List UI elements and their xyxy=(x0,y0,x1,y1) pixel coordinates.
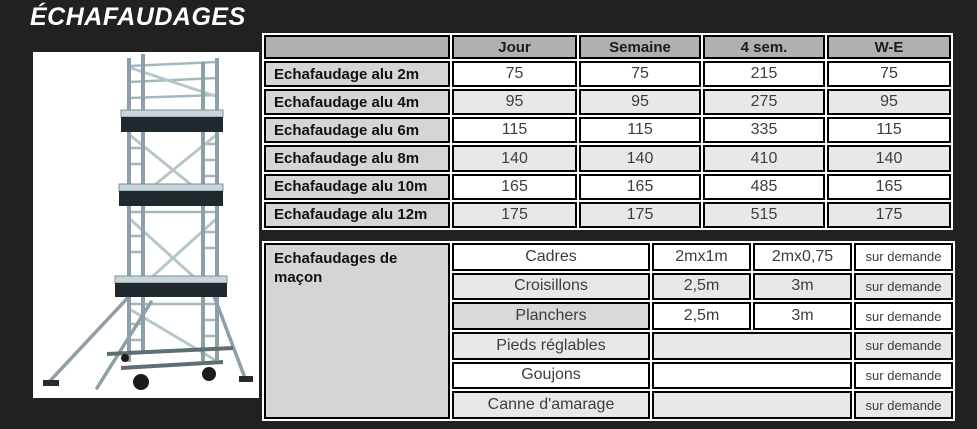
note-cell: sur demande xyxy=(854,391,953,419)
price-cell: 140 xyxy=(452,145,577,171)
row-label: Echafaudage alu 10m xyxy=(264,174,450,200)
price-cell: 95 xyxy=(579,89,701,115)
price-cell: 75 xyxy=(827,61,951,87)
table-row xyxy=(264,117,951,143)
price-cell: 215 xyxy=(703,61,825,87)
size-cell: 2mx0,75 xyxy=(753,243,852,271)
price-cell: 335 xyxy=(703,117,825,143)
row-label: Echafaudage alu 6m xyxy=(264,117,450,143)
size-cell: 2,5m xyxy=(652,273,751,301)
table-row xyxy=(264,61,951,87)
price-cell: 175 xyxy=(579,202,701,228)
row-label: Echafaudage alu 2m xyxy=(264,61,450,87)
item-cell: Canne d'amarage xyxy=(452,391,650,419)
price-cell: 115 xyxy=(452,117,577,143)
note-cell: sur demande xyxy=(854,243,953,271)
price-cell: 95 xyxy=(827,89,951,115)
price-cell: 115 xyxy=(827,117,951,143)
table-row xyxy=(264,202,951,228)
size-cell: 3m xyxy=(753,302,852,330)
empty-size-cell xyxy=(652,362,852,390)
price-cell: 115 xyxy=(579,117,701,143)
note-cell: sur demande xyxy=(854,302,953,330)
item-cell: Cadres xyxy=(452,243,650,271)
item-cell: Pieds réglables xyxy=(452,332,650,360)
mason-equipment-table xyxy=(262,241,955,421)
price-cell: 515 xyxy=(703,202,825,228)
size-cell: 2,5m xyxy=(652,302,751,330)
table-row xyxy=(264,89,951,115)
page-title: ÉCHAFAUDAGES xyxy=(30,3,246,31)
price-cell: 275 xyxy=(703,89,825,115)
price-cell: 410 xyxy=(703,145,825,171)
price-cell: 175 xyxy=(827,202,951,228)
table-row xyxy=(264,174,951,200)
scaffold-photo xyxy=(33,52,259,398)
rental-header-row xyxy=(264,35,951,59)
empty-size-cell xyxy=(652,332,852,360)
item-cell: Planchers xyxy=(452,302,650,330)
empty-size-cell xyxy=(652,391,852,419)
price-cell: 140 xyxy=(579,145,701,171)
price-cell: 485 xyxy=(703,174,825,200)
table-row xyxy=(264,243,953,271)
price-cell: 140 xyxy=(827,145,951,171)
column-header-4sem: 4 sem. xyxy=(703,35,825,59)
row-label: Echafaudage alu 8m xyxy=(264,145,450,171)
item-cell: Goujons xyxy=(452,362,650,390)
column-header-semaine: Semaine xyxy=(579,35,701,59)
scaffold-tower-illustration xyxy=(33,52,259,398)
price-cell: 175 xyxy=(452,202,577,228)
item-cell: Croisillons xyxy=(452,273,650,301)
column-header-jour: Jour xyxy=(452,35,577,59)
mason-section-header: Echafaudages de maçon xyxy=(264,243,450,419)
price-cell: 165 xyxy=(452,174,577,200)
note-cell: sur demande xyxy=(854,332,953,360)
column-header-we: W-E xyxy=(827,35,951,59)
size-cell: 3m xyxy=(753,273,852,301)
corner-cell xyxy=(264,35,450,59)
note-cell: sur demande xyxy=(854,362,953,390)
price-cell: 165 xyxy=(827,174,951,200)
size-cell: 2mx1m xyxy=(652,243,751,271)
price-cell: 75 xyxy=(452,61,577,87)
row-label: Echafaudage alu 12m xyxy=(264,202,450,228)
rental-pricing-table xyxy=(262,33,953,230)
note-cell: sur demande xyxy=(854,273,953,301)
price-cell: 165 xyxy=(579,174,701,200)
table-row xyxy=(264,145,951,171)
price-cell: 75 xyxy=(579,61,701,87)
row-label: Echafaudage alu 4m xyxy=(264,89,450,115)
price-cell: 95 xyxy=(452,89,577,115)
